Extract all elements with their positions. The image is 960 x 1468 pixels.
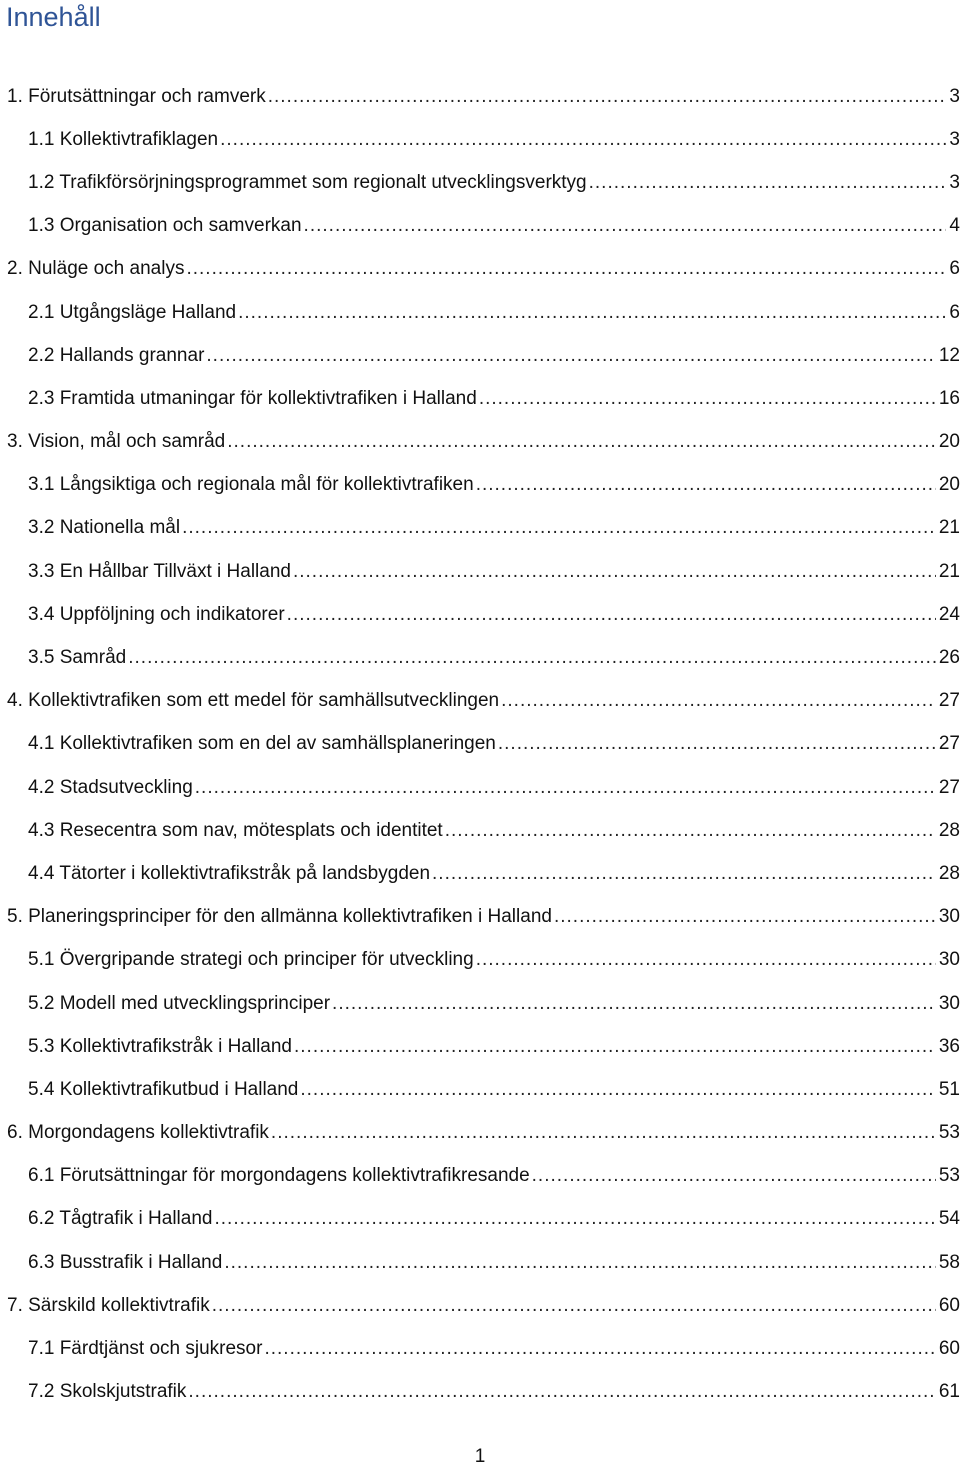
toc-entry[interactable] bbox=[0, 421, 960, 464]
toc-dot-leader bbox=[332, 992, 936, 1016]
toc-entry-page-number: 24 bbox=[938, 603, 960, 625]
toc-dot-leader bbox=[182, 516, 936, 540]
toc-dot-leader bbox=[287, 603, 936, 627]
toc-dot-leader bbox=[227, 430, 936, 454]
toc-entry[interactable] bbox=[0, 766, 960, 809]
toc-entry-title: 3.3 En Hållbar Tillväxt i Halland bbox=[28, 560, 291, 582]
toc-dot-leader bbox=[498, 732, 936, 756]
toc-entry[interactable] bbox=[0, 1155, 960, 1198]
toc-dot-leader bbox=[476, 948, 936, 972]
toc-entry-title: 3.4 Uppföljning och indikatorer bbox=[28, 603, 285, 625]
toc-entry-page-number: 21 bbox=[938, 517, 960, 539]
toc-entry[interactable] bbox=[0, 75, 960, 118]
toc-dot-leader bbox=[212, 1294, 936, 1318]
toc-entry[interactable] bbox=[0, 1284, 960, 1327]
toc-entry[interactable] bbox=[0, 1371, 960, 1414]
toc-entry[interactable] bbox=[0, 852, 960, 895]
toc-entry[interactable] bbox=[0, 939, 960, 982]
toc-entry-page-number: 20 bbox=[938, 474, 960, 496]
toc-entry-page-number: 3 bbox=[949, 85, 960, 107]
toc-entry[interactable] bbox=[0, 723, 960, 766]
toc-dot-leader bbox=[501, 689, 936, 713]
toc-dot-leader bbox=[264, 1337, 935, 1361]
toc-entry[interactable] bbox=[0, 205, 960, 248]
toc-entry[interactable] bbox=[0, 464, 960, 507]
toc-dot-leader bbox=[238, 301, 946, 325]
toc-entry-title: 2.2 Hallands grannar bbox=[28, 344, 205, 366]
toc-dot-leader bbox=[195, 776, 936, 800]
toc-entry-page-number: 30 bbox=[938, 949, 960, 971]
toc-entry[interactable] bbox=[0, 1068, 960, 1111]
toc-dot-leader bbox=[589, 171, 947, 195]
toc-entry[interactable] bbox=[0, 982, 960, 1025]
toc-entry-page-number: 12 bbox=[938, 344, 960, 366]
toc-dot-leader bbox=[186, 257, 946, 281]
toc-dot-leader bbox=[128, 646, 936, 670]
toc-entry-page-number: 21 bbox=[938, 560, 960, 582]
toc-entry[interactable] bbox=[0, 118, 960, 161]
toc-dot-leader bbox=[445, 819, 936, 843]
toc-entry-page-number: 26 bbox=[938, 647, 960, 669]
toc-entry-title: 5.4 Kollektivtrafikutbud i Halland bbox=[28, 1078, 299, 1100]
toc-dot-leader bbox=[554, 905, 936, 929]
page-title: Innehåll bbox=[6, 2, 101, 32]
toc-entry-page-number: 60 bbox=[938, 1338, 960, 1360]
toc-entry[interactable] bbox=[0, 377, 960, 420]
toc-entry-page-number: 6 bbox=[949, 258, 960, 280]
toc-entry-page-number: 27 bbox=[938, 776, 960, 798]
toc-entry-title: 3.5 Samråd bbox=[28, 647, 127, 669]
toc-dot-leader bbox=[271, 1121, 936, 1145]
toc-entry-title: 3. Vision, mål och samråd bbox=[7, 431, 226, 453]
toc-entry-title: 5.2 Modell med utvecklingsprinciper bbox=[28, 992, 331, 1014]
toc-entry[interactable] bbox=[0, 1241, 960, 1284]
toc-dot-leader bbox=[304, 214, 947, 238]
toc-entry-title: 4. Kollektivtrafiken som ett medel för samhällsutvecklingen bbox=[7, 690, 500, 712]
toc-entry-page-number: 4 bbox=[949, 215, 960, 237]
toc-entry-page-number: 51 bbox=[938, 1078, 960, 1100]
toc-entry-page-number: 30 bbox=[938, 906, 960, 928]
toc-entry[interactable] bbox=[0, 593, 960, 636]
toc-dot-leader bbox=[188, 1380, 935, 1404]
toc-dot-leader bbox=[432, 862, 936, 886]
toc-entry-title: 3.1 Långsiktiga och regionala mål för kollektivtrafiken bbox=[28, 474, 474, 496]
toc-entry-title: 7.2 Skolskjutstrafik bbox=[28, 1381, 187, 1403]
toc-entry[interactable] bbox=[0, 896, 960, 939]
toc-entry-page-number: 27 bbox=[938, 690, 960, 712]
toc-entry-page-number: 3 bbox=[949, 128, 960, 150]
toc-entry[interactable] bbox=[0, 636, 960, 679]
toc-entry-page-number: 3 bbox=[949, 171, 960, 193]
toc-entry[interactable] bbox=[0, 1025, 960, 1068]
toc-entry-page-number: 53 bbox=[938, 1165, 960, 1187]
toc-entry-title: 4.1 Kollektivtrafiken som en del av samhällsplaneringen bbox=[28, 733, 496, 755]
toc-entry[interactable] bbox=[0, 680, 960, 723]
toc-entry-page-number: 61 bbox=[938, 1381, 960, 1403]
toc-entry[interactable] bbox=[0, 1327, 960, 1370]
toc-entry-title: 5.3 Kollektivtrafikstråk i Halland bbox=[28, 1035, 292, 1057]
toc-entry-page-number: 27 bbox=[938, 733, 960, 755]
toc-entry[interactable] bbox=[0, 291, 960, 334]
toc-dot-leader bbox=[300, 1078, 935, 1102]
toc-dot-leader bbox=[224, 1251, 936, 1275]
toc-entry-title: 6.3 Busstrafik i Halland bbox=[28, 1251, 223, 1273]
toc-entry-title: 2. Nuläge och analys bbox=[7, 258, 185, 280]
toc-entry-title: 4.2 Stadsutveckling bbox=[28, 776, 193, 798]
toc-entry-page-number: 30 bbox=[938, 992, 960, 1014]
toc-entry[interactable] bbox=[0, 809, 960, 852]
toc-entry-page-number: 54 bbox=[938, 1208, 960, 1230]
toc-entry-title: 4.3 Resecentra som nav, mötesplats och identitet bbox=[28, 819, 443, 841]
toc-dot-leader bbox=[268, 85, 947, 109]
toc-entry-page-number: 20 bbox=[938, 431, 960, 453]
toc-entry[interactable] bbox=[0, 550, 960, 593]
table-of-contents bbox=[0, 75, 960, 1414]
toc-entry[interactable] bbox=[0, 507, 960, 550]
toc-entry-title: 7. Särskild kollektivtrafik bbox=[7, 1294, 210, 1316]
toc-dot-leader bbox=[206, 344, 935, 368]
toc-entry-title: 7.1 Färdtjänst och sjukresor bbox=[28, 1338, 263, 1360]
toc-entry-title: 6. Morgondagens kollektivtrafik bbox=[7, 1122, 269, 1144]
toc-entry-title: 2.1 Utgångsläge Halland bbox=[28, 301, 237, 323]
toc-dot-leader bbox=[220, 128, 946, 152]
toc-entry-page-number: 53 bbox=[938, 1122, 960, 1144]
toc-entry-title: 5.1 Övergripande strategi och principer för utveckling bbox=[28, 949, 474, 971]
toc-entry-page-number: 6 bbox=[949, 301, 960, 323]
toc-entry-title: 2.3 Framtida utmaningar för kollektivtrafiken i Halland bbox=[28, 387, 477, 409]
toc-entry-title: 6.2 Tågtrafik i Halland bbox=[28, 1208, 213, 1230]
toc-entry[interactable] bbox=[0, 248, 960, 291]
toc-entry[interactable] bbox=[0, 1112, 960, 1155]
toc-entry-page-number: 58 bbox=[938, 1251, 960, 1273]
toc-entry-page-number: 28 bbox=[938, 862, 960, 884]
toc-dot-leader bbox=[293, 560, 936, 584]
toc-entry-title: 1.2 Trafikförsörjningsprogrammet som regionalt utvecklingsverktyg bbox=[28, 171, 587, 193]
toc-entry-title: 5. Planeringsprinciper för den allmänna kollektivtrafiken i Halland bbox=[7, 906, 552, 928]
toc-entry-page-number: 16 bbox=[938, 387, 960, 409]
toc-entry-page-number: 36 bbox=[938, 1035, 960, 1057]
toc-entry-title: 1.1 Kollektivtrafiklagen bbox=[28, 128, 219, 150]
toc-entry[interactable] bbox=[0, 334, 960, 377]
toc-dot-leader bbox=[476, 473, 936, 497]
toc-entry-page-number: 28 bbox=[938, 819, 960, 841]
toc-entry-title: 4.4 Tätorter i kollektivtrafikstråk på landsbygden bbox=[28, 862, 431, 884]
toc-entry-title: 1.3 Organisation och samverkan bbox=[28, 215, 302, 237]
toc-dot-leader bbox=[214, 1207, 935, 1231]
page-number: 1 bbox=[474, 1446, 486, 1467]
toc-entry[interactable] bbox=[0, 161, 960, 204]
toc-dot-leader bbox=[479, 387, 936, 411]
toc-entry-title: 3.2 Nationella mål bbox=[28, 517, 181, 539]
toc-entry-page-number: 60 bbox=[938, 1294, 960, 1316]
toc-dot-leader bbox=[294, 1035, 936, 1059]
toc-entry-title: 6.1 Förutsättningar för morgondagens kollektivtrafikresande bbox=[28, 1165, 530, 1187]
toc-entry-title: 1. Förutsättningar och ramverk bbox=[7, 85, 266, 107]
toc-dot-leader bbox=[532, 1164, 936, 1188]
toc-entry[interactable] bbox=[0, 1198, 960, 1241]
